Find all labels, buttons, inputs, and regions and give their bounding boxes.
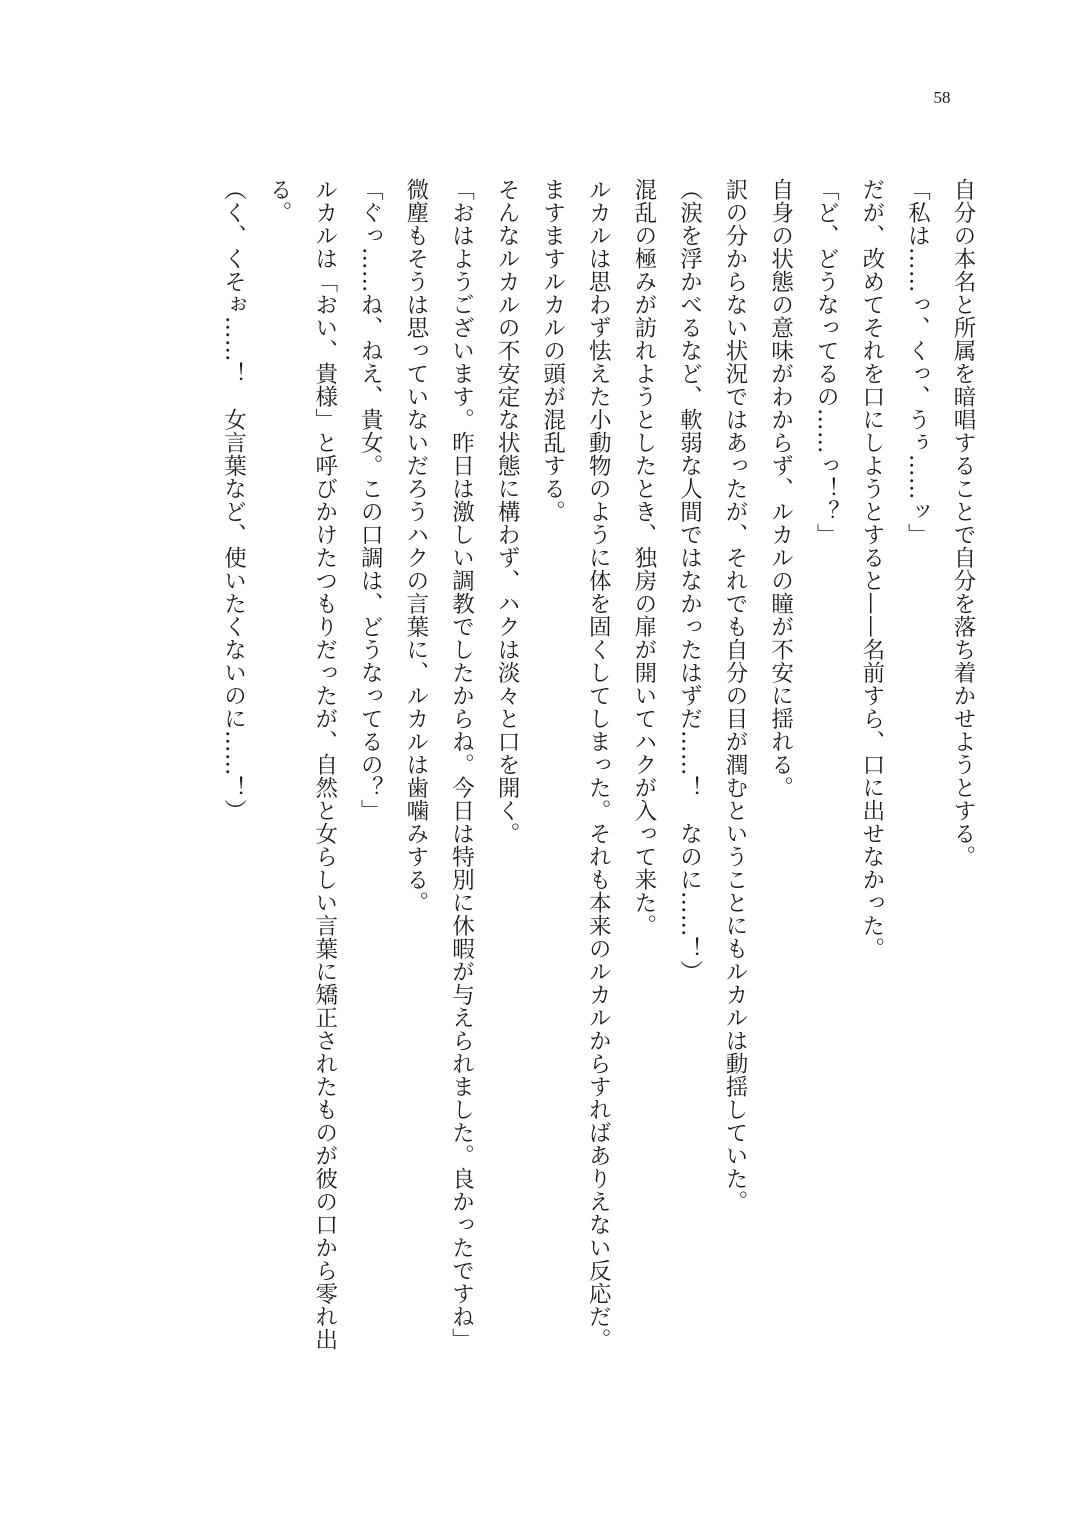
paragraph: 訳の分からない状況ではあったが、それでも自分の目が潤むということにもルカルは動揺していた。 <box>722 178 749 1213</box>
paragraph: ルカルは「おい、貴様」と呼びかけたつもりだったが、自然と女らしい言葉に矯正されたものが彼の口から零れ出る。 <box>266 178 338 1351</box>
paragraph: 混乱の極みが訪れようとしたとき、独房の扉が開いてハクが入って来た。 <box>630 178 657 937</box>
paragraph: （く、くそぉ……！ 女言葉など、使いたくないのに……！） <box>220 178 247 822</box>
paragraph: 「おはようございます。昨日は激しい調教でしたからね。今日は特別に休暇が与えられました。良かったですね」 <box>448 178 475 1351</box>
paragraph: 自身の状態の意味がわからず、ルカルの瞳が不安に揺れる。 <box>767 178 794 799</box>
body-text <box>210 178 985 1378</box>
paragraph: ますますルカルの頭が混乱する。 <box>539 178 566 523</box>
paragraph: 自分の本名と所属を暗唱することで自分を落ち着かせようとする。 <box>950 178 976 868</box>
paragraph: 「ど、どうなってるの……っ！？」 <box>813 178 840 546</box>
paragraph: そんなルカルの不安定な状態に構わず、ハクは淡々と口を開く。 <box>494 178 521 845</box>
paragraph: だが、改めてそれを口にしようとすると——名前すら、口に出せなかった。 <box>858 178 885 960</box>
paragraph: （涙を浮かべるなど、軟弱な人間ではなかったはずだ……！ なのに……！） <box>676 178 703 983</box>
paragraph: 「私は……っ、くっ、うぅ……ッ」 <box>904 178 931 546</box>
page-number: 58 <box>933 88 951 107</box>
paragraph: ルカルは思わず怯えた小動物のように体を固くしてしまった。それも本来のルカルからすればありえない反応だ。 <box>585 178 612 1351</box>
paragraph: 「ぐっ……ね、ねえ、貴女。この口調は、どうなってるの？」 <box>357 178 384 822</box>
paragraph: 微塵もそうは思っていないだろうハクの言葉に、ルカルは歯噛みする。 <box>402 178 429 914</box>
